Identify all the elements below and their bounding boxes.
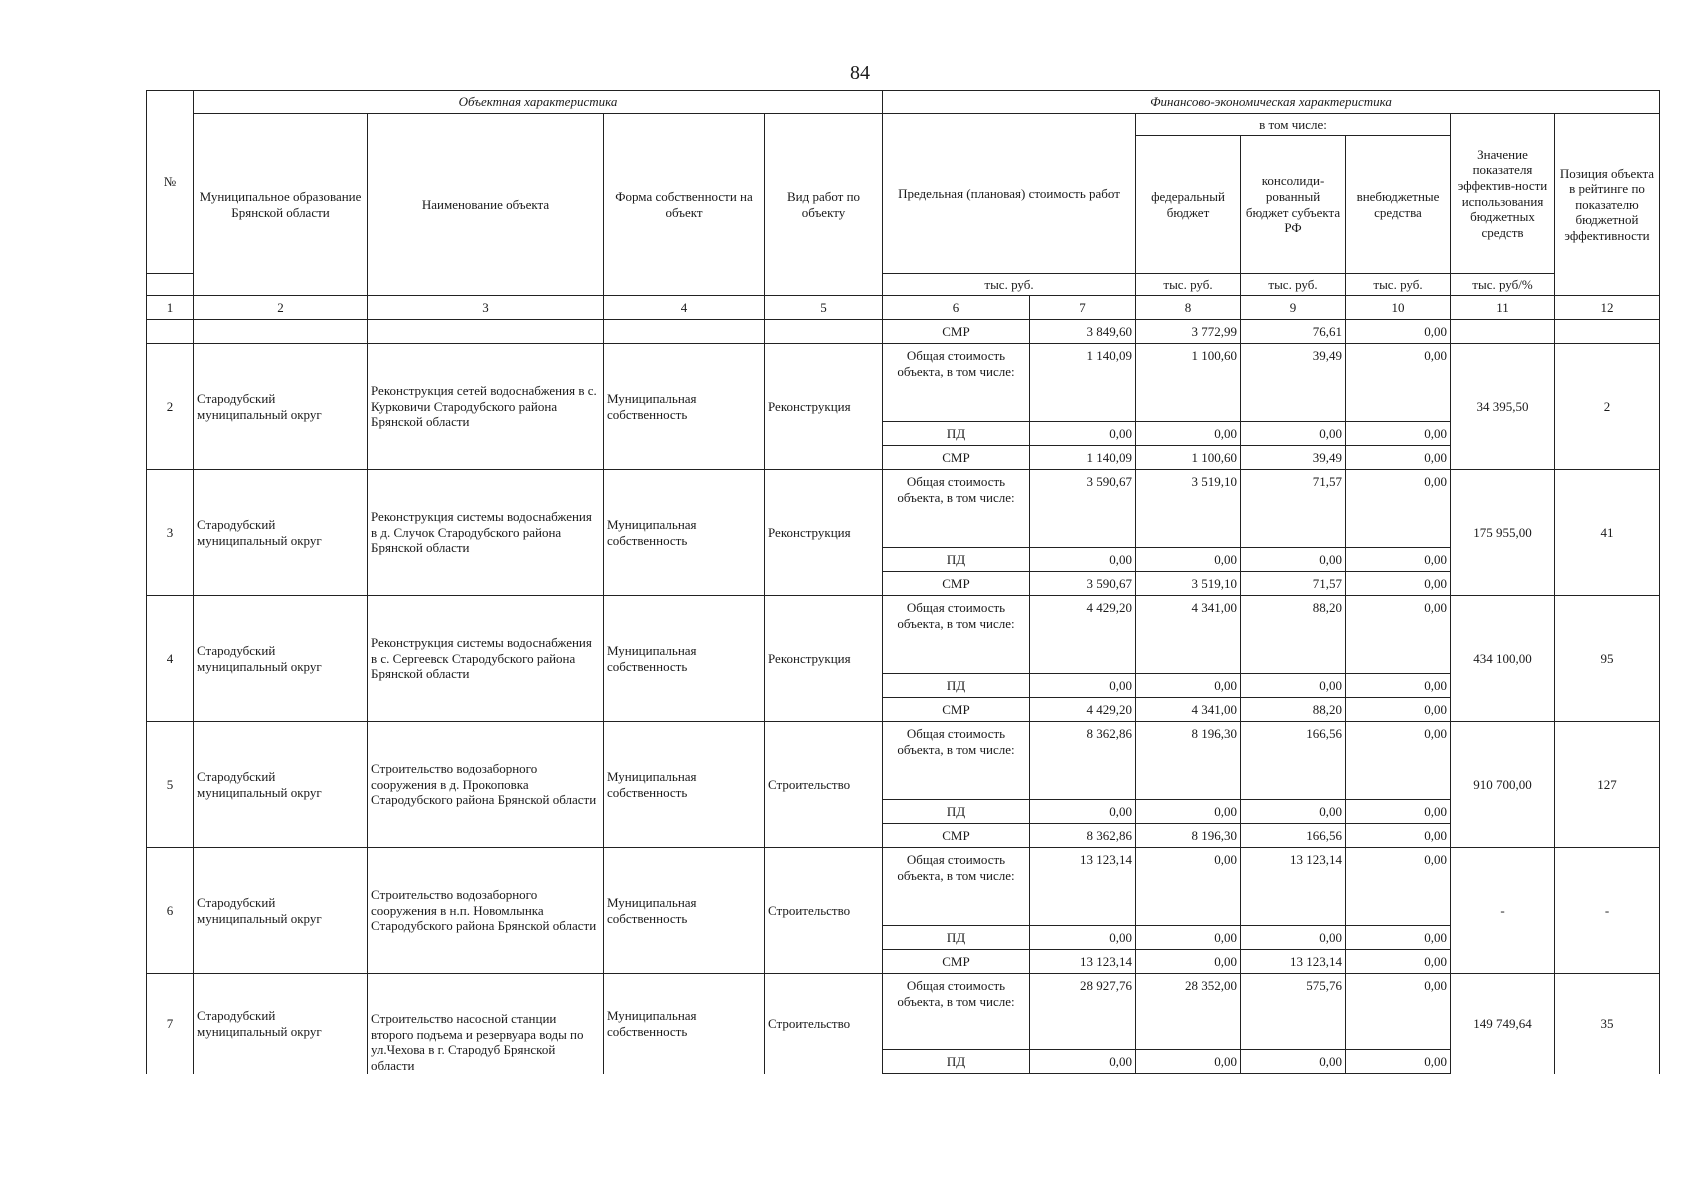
ownership-form: Муниципальная собственность: [604, 722, 765, 848]
investment-objects-table: [146, 90, 1660, 1074]
cost-regional: 166,56: [1241, 824, 1346, 848]
total-cost-label: Общая стоимость объекта, в том числе:: [883, 470, 1030, 548]
cost-total: 13 123,14: [1030, 848, 1136, 926]
cost-federal: 1 100,60: [1136, 446, 1241, 470]
cost-total: 4 429,20: [1030, 596, 1136, 674]
cost-total: 3 590,67: [1030, 572, 1136, 596]
cost-total: 3 849,60: [1030, 320, 1136, 344]
cost-regional: 88,20: [1241, 698, 1346, 722]
col-number: 2: [194, 296, 368, 320]
rating-position: 41: [1555, 470, 1660, 596]
rating-position: 35: [1555, 974, 1660, 1074]
work-type: Реконструкция: [765, 470, 883, 596]
header-col11: Значение показателя эффектив-ности использования бюджетных средств: [1451, 114, 1555, 274]
cost-total: 0,00: [1030, 548, 1136, 572]
cost-total: 8 362,86: [1030, 824, 1136, 848]
col-number: 4: [604, 296, 765, 320]
cost-extrabudget: 0,00: [1346, 722, 1451, 800]
pd-label: ПД: [883, 800, 1030, 824]
cost-regional: 0,00: [1241, 674, 1346, 698]
pd-label: ПД: [883, 674, 1030, 698]
ownership-form: Муниципальная собственность: [604, 344, 765, 470]
col-number: 1: [147, 296, 194, 320]
cost-total: 0,00: [1030, 422, 1136, 446]
cost-federal: 0,00: [1136, 950, 1241, 974]
header-col3: Наименование объекта: [368, 114, 604, 296]
ownership-form: Муниципальная собственность: [604, 470, 765, 596]
ownership-form: Муниципальная собственность: [604, 974, 765, 1074]
header-col12: Позиция объекта в рейтинге по показателю бюджетной эффективности: [1555, 114, 1660, 296]
cost-federal: 0,00: [1136, 1050, 1241, 1074]
smr-label: СМР: [883, 446, 1030, 470]
efficiency-value: -: [1451, 848, 1555, 974]
col-number: 6: [883, 296, 1030, 320]
cost-extrabudget: 0,00: [1346, 800, 1451, 824]
rating-position: 127: [1555, 722, 1660, 848]
cost-federal: 8 196,30: [1136, 824, 1241, 848]
header-group-object: Объектная характеристика: [194, 91, 883, 114]
cost-regional: 0,00: [1241, 548, 1346, 572]
work-type: Строительство: [765, 848, 883, 974]
work-type: Строительство: [765, 974, 883, 1074]
cost-federal: 0,00: [1136, 422, 1241, 446]
cost-extrabudget: 0,00: [1346, 596, 1451, 674]
municipality: Стародубский муниципальный округ: [194, 848, 368, 974]
cost-federal: 3 772,99: [1136, 320, 1241, 344]
table-row: [147, 722, 1660, 800]
header-col5: Вид работ по объекту: [765, 114, 883, 296]
cost-regional: 88,20: [1241, 596, 1346, 674]
table-row: [147, 470, 1660, 548]
cost-total: 0,00: [1030, 1050, 1136, 1074]
cost-federal: 3 519,10: [1136, 470, 1241, 548]
cost-extrabudget: 0,00: [1346, 344, 1451, 422]
cost-regional: 0,00: [1241, 1050, 1346, 1074]
col-number: 3: [368, 296, 604, 320]
cost-extrabudget: 0,00: [1346, 926, 1451, 950]
cost-total: 0,00: [1030, 926, 1136, 950]
cost-extrabudget: 0,00: [1346, 848, 1451, 926]
col-number: 5: [765, 296, 883, 320]
cost-regional: 575,76: [1241, 974, 1346, 1050]
header-subgroup-row: [147, 114, 1660, 136]
cost-extrabudget: 0,00: [1346, 320, 1451, 344]
header-col10: внебюджетные средства: [1346, 136, 1451, 274]
unit-col10: тыс. руб.: [1346, 274, 1451, 296]
cost-regional: 39,49: [1241, 446, 1346, 470]
cost-regional: 13 123,14: [1241, 950, 1346, 974]
cost-regional: 0,00: [1241, 422, 1346, 446]
cost-regional: 39,49: [1241, 344, 1346, 422]
header-in-that-number: в том числе:: [1136, 114, 1451, 136]
smr-label: СМР: [883, 950, 1030, 974]
carry-over-row: [147, 320, 1660, 344]
cost-federal: 1 100,60: [1136, 344, 1241, 422]
municipality: Стародубский муниципальный округ: [194, 470, 368, 596]
cost-extrabudget: 0,00: [1346, 950, 1451, 974]
municipality: Стародубский муниципальный округ: [194, 974, 368, 1074]
total-cost-label: Общая стоимость объекта, в том числе:: [883, 722, 1030, 800]
col-number: 11: [1451, 296, 1555, 320]
municipality: Стародубский муниципальный округ: [194, 596, 368, 722]
unit-col11: тыс. руб/%: [1451, 274, 1555, 296]
table-row: [147, 344, 1660, 422]
object-name: Реконструкция сетей водоснабжения в с. Курковичи Стародубского района Брянской области: [368, 344, 604, 470]
table-row: [147, 974, 1660, 1050]
col-number: 10: [1346, 296, 1451, 320]
cost-total: 28 927,76: [1030, 974, 1136, 1050]
municipality: Стародубский муниципальный округ: [194, 722, 368, 848]
cost-federal: 0,00: [1136, 800, 1241, 824]
cost-extrabudget: 0,00: [1346, 446, 1451, 470]
header-col9: консолиди-рованный бюджет субъекта РФ: [1241, 136, 1346, 274]
cost-regional: 71,57: [1241, 470, 1346, 548]
cost-extrabudget: 0,00: [1346, 548, 1451, 572]
municipality: Стародубский муниципальный округ: [194, 344, 368, 470]
rating-position: -: [1555, 848, 1660, 974]
cost-total: 0,00: [1030, 674, 1136, 698]
col-number: 12: [1555, 296, 1660, 320]
smr-label: СМР: [883, 824, 1030, 848]
total-cost-label: Общая стоимость объекта, в том числе:: [883, 974, 1030, 1050]
cost-total: 8 362,86: [1030, 722, 1136, 800]
cost-total: 1 140,09: [1030, 344, 1136, 422]
pd-label: ПД: [883, 548, 1030, 572]
cost-federal: 3 519,10: [1136, 572, 1241, 596]
header-group-finance: Финансово-экономическая характеристика: [883, 91, 1660, 114]
efficiency-value: 175 955,00: [1451, 470, 1555, 596]
total-cost-label: Общая стоимость объекта, в том числе:: [883, 596, 1030, 674]
smr-label: СМР: [883, 320, 1030, 344]
efficiency-value: 910 700,00: [1451, 722, 1555, 848]
header-num: №: [147, 91, 194, 274]
table-row: [147, 596, 1660, 674]
cost-extrabudget: 0,00: [1346, 674, 1451, 698]
cost-extrabudget: 0,00: [1346, 824, 1451, 848]
header-col6: Предельная (плановая) стоимость работ: [883, 114, 1136, 274]
ownership-form: Муниципальная собственность: [604, 848, 765, 974]
unit-col8: тыс. руб.: [1136, 274, 1241, 296]
cost-extrabudget: 0,00: [1346, 572, 1451, 596]
table-row: [147, 848, 1660, 926]
work-type: Строительство: [765, 722, 883, 848]
header-group-row: [147, 91, 1660, 114]
object-number: 2: [147, 344, 194, 470]
efficiency-value: 34 395,50: [1451, 344, 1555, 470]
work-type: Реконструкция: [765, 344, 883, 470]
cost-federal: 8 196,30: [1136, 722, 1241, 800]
ownership-form: Муниципальная собственность: [604, 596, 765, 722]
cost-extrabudget: 0,00: [1346, 470, 1451, 548]
object-name: Строительство водозаборного сооружения в н.п. Новомлынка Стародубского района Брянской области: [368, 848, 604, 974]
object-name: Строительство водозаборного сооружения в д. Прокоповка Стародубского района Брянской области: [368, 722, 604, 848]
smr-label: СМР: [883, 572, 1030, 596]
cost-total: 0,00: [1030, 800, 1136, 824]
cost-federal: 0,00: [1136, 848, 1241, 926]
object-name: Реконструкция системы водоснабжения в с. Сергеевск Стародубского района Брянской области: [368, 596, 604, 722]
cost-extrabudget: 0,00: [1346, 974, 1451, 1050]
column-numbers-row: [147, 296, 1660, 320]
rating-position: 95: [1555, 596, 1660, 722]
object-number: 6: [147, 848, 194, 974]
cost-federal: 28 352,00: [1136, 974, 1241, 1050]
unit-col6: тыс. руб.: [883, 274, 1136, 296]
pd-label: ПД: [883, 1050, 1030, 1074]
header-col4: Форма собственности на объект: [604, 114, 765, 296]
efficiency-value: 149 749,64: [1451, 974, 1555, 1074]
cost-total: 3 590,67: [1030, 470, 1136, 548]
header-col2: Муниципальное образование Брянской области: [194, 114, 368, 296]
object-name: Строительство насосной станции второго подъема и резервуара воды по ул.Чехова в г. Стародуб Брянской области: [368, 974, 604, 1074]
page-number: 84: [850, 62, 870, 84]
pd-label: ПД: [883, 926, 1030, 950]
work-type: Реконструкция: [765, 596, 883, 722]
object-name: Реконструкция системы водоснабжения в д. Случок Стародубского района Брянской области: [368, 470, 604, 596]
cost-federal: 0,00: [1136, 926, 1241, 950]
cost-total: 13 123,14: [1030, 950, 1136, 974]
cost-total: 4 429,20: [1030, 698, 1136, 722]
cost-extrabudget: 0,00: [1346, 698, 1451, 722]
cost-regional: 0,00: [1241, 926, 1346, 950]
cost-regional: 0,00: [1241, 800, 1346, 824]
cost-federal: 4 341,00: [1136, 698, 1241, 722]
object-number: 4: [147, 596, 194, 722]
unit-col9: тыс. руб.: [1241, 274, 1346, 296]
object-number: 5: [147, 722, 194, 848]
cost-federal: 0,00: [1136, 674, 1241, 698]
cost-extrabudget: 0,00: [1346, 422, 1451, 446]
col-number: 9: [1241, 296, 1346, 320]
col-number: 8: [1136, 296, 1241, 320]
rating-position: 2: [1555, 344, 1660, 470]
cost-total: 1 140,09: [1030, 446, 1136, 470]
pd-label: ПД: [883, 422, 1030, 446]
smr-label: СМР: [883, 698, 1030, 722]
cost-regional: 13 123,14: [1241, 848, 1346, 926]
cost-federal: 0,00: [1136, 548, 1241, 572]
object-number: 7: [147, 974, 194, 1074]
cost-regional: 166,56: [1241, 722, 1346, 800]
cost-federal: 4 341,00: [1136, 596, 1241, 674]
efficiency-value: 434 100,00: [1451, 596, 1555, 722]
cost-regional: 71,57: [1241, 572, 1346, 596]
object-number: 3: [147, 470, 194, 596]
cost-regional: 76,61: [1241, 320, 1346, 344]
cost-extrabudget: 0,00: [1346, 1050, 1451, 1074]
total-cost-label: Общая стоимость объекта, в том числе:: [883, 848, 1030, 926]
col-number: 7: [1030, 296, 1136, 320]
total-cost-label: Общая стоимость объекта, в том числе:: [883, 344, 1030, 422]
header-col8: федеральный бюджет: [1136, 136, 1241, 274]
